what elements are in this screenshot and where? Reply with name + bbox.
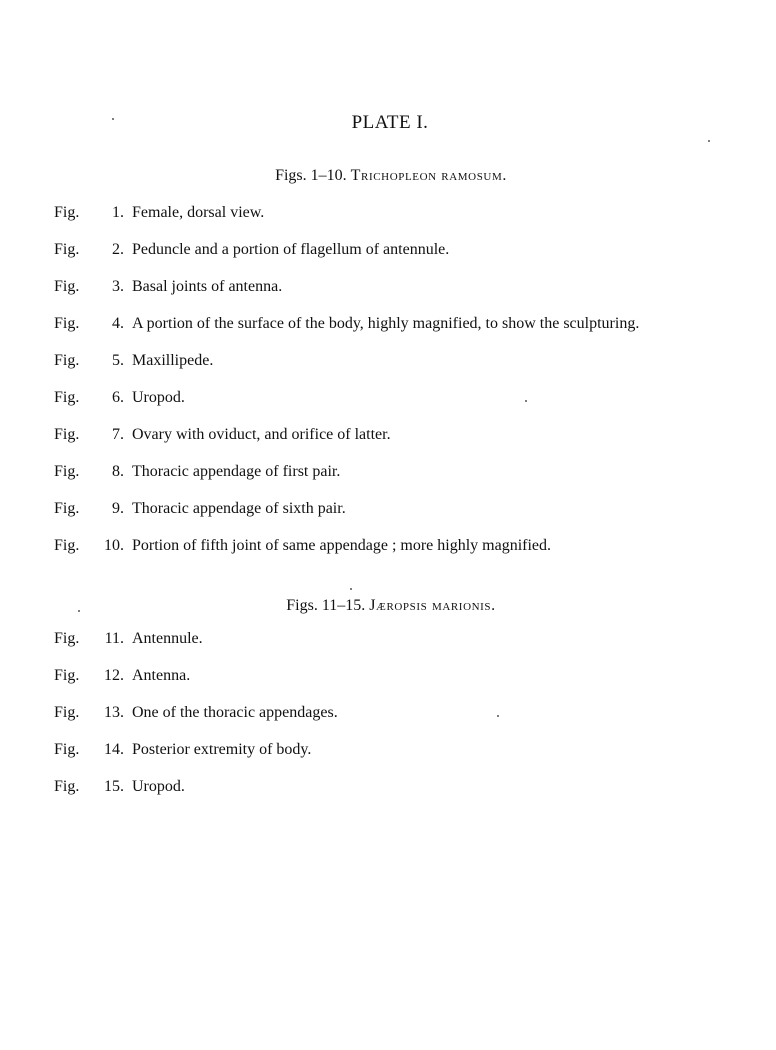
figure-number: 4.	[112, 315, 124, 332]
figure-label: Fig.	[54, 537, 80, 554]
figure-label: Fig.	[54, 778, 80, 795]
figure-description: Thoracic appendage of sixth pair.	[132, 500, 346, 517]
figure-entry	[54, 537, 639, 574]
figure-entry	[54, 278, 639, 315]
figure-number: 14.	[104, 741, 124, 758]
figure-number: 12.	[104, 667, 124, 684]
section-heading-prefix: Figs. 1–10.	[275, 167, 347, 184]
figure-entry	[54, 204, 639, 241]
figure-label: Fig.	[54, 389, 80, 406]
figure-description: Uropod.	[132, 778, 185, 795]
figure-number: 1.	[112, 204, 124, 221]
figure-description: Uropod.	[132, 389, 185, 406]
figure-entry	[54, 704, 338, 741]
figure-label: Fig.	[54, 352, 80, 369]
section-heading-species: Jæropsis marionis.	[369, 597, 496, 614]
figure-number: 11.	[104, 630, 124, 647]
figure-number: 8.	[112, 463, 124, 480]
figure-entry	[54, 426, 639, 463]
scan-speck	[497, 715, 499, 717]
figure-label: Fig.	[54, 463, 80, 480]
figure-description: A portion of the surface of the body, highly magnified, to show the sculpturing.	[132, 315, 640, 332]
figure-description: Female, dorsal view.	[132, 204, 265, 221]
figure-number: 9.	[112, 500, 124, 517]
scan-speck	[525, 400, 527, 402]
section-heading-jaeropsis	[0, 597, 776, 615]
figure-entry	[54, 778, 338, 815]
figure-entry	[54, 241, 639, 278]
figure-description: Maxillipede.	[132, 352, 214, 369]
figure-label: Fig.	[54, 426, 80, 443]
figure-number: 2.	[112, 241, 124, 258]
figure-entry	[54, 630, 338, 667]
figure-label: Fig.	[54, 630, 80, 647]
figure-number: 6.	[112, 389, 124, 406]
figure-description: Thoracic appendage of first pair.	[132, 463, 341, 480]
figure-label: Fig.	[54, 500, 80, 517]
section-heading-species: Trichopleon ramosum.	[350, 167, 507, 184]
figure-description: Peduncle and a portion of flagellum of antennule.	[132, 241, 450, 258]
figure-description: Portion of fifth joint of same appendage ; more highly magnified.	[132, 537, 552, 554]
figure-entry	[54, 500, 639, 537]
figure-description: Basal joints of antenna.	[132, 278, 283, 295]
figure-description: Antennule.	[132, 630, 203, 647]
figure-list-jaeropsis	[54, 630, 338, 815]
figure-entry	[54, 352, 639, 389]
figure-description: Antenna.	[132, 667, 191, 684]
figure-number: 10.	[104, 537, 124, 554]
scan-speck	[350, 588, 352, 590]
scan-speck	[708, 140, 710, 142]
figure-label: Fig.	[54, 704, 80, 721]
figure-number: 13.	[104, 704, 124, 721]
section-heading-trichopleon	[0, 167, 776, 185]
figure-description: Posterior extremity of body.	[132, 741, 312, 758]
plate-title: PLATE I.	[351, 112, 429, 133]
scan-speck	[112, 118, 114, 120]
figure-label: Fig.	[54, 204, 80, 221]
section-heading-prefix: Figs. 11–15.	[286, 597, 366, 614]
figure-label: Fig.	[54, 315, 80, 332]
figure-entry	[54, 315, 639, 352]
figure-label: Fig.	[54, 667, 80, 684]
figure-description: Ovary with oviduct, and orifice of latter.	[132, 426, 391, 443]
scan-speck	[78, 610, 80, 612]
figure-label: Fig.	[54, 741, 80, 758]
figure-number: 5.	[112, 352, 124, 369]
figure-number: 15.	[104, 778, 124, 795]
figure-list-trichopleon	[54, 204, 639, 574]
figure-number: 7.	[112, 426, 124, 443]
figure-entry	[54, 463, 639, 500]
figure-entry	[54, 389, 639, 426]
figure-description: One of the thoracic appendages.	[132, 704, 338, 721]
figure-entry	[54, 667, 338, 704]
figure-number: 3.	[112, 278, 124, 295]
figure-label: Fig.	[54, 241, 80, 258]
figure-entry	[54, 741, 338, 778]
figure-label: Fig.	[54, 278, 80, 295]
